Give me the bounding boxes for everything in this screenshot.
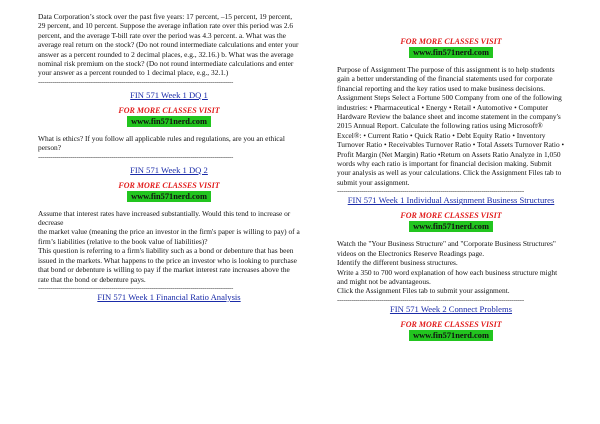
- stock-question-text: Data Corporation’s stock over the past five years: 17 percent, –15 percent, 19 percent, 29 percent, and 10 percent. Suppose the average inflation rate over this period was 2.6 percent, and the average T-bill rate over the period was 4.3 percent. a. What was the average real return on the stock? (Do not round intermediate calculations and enter your answer as a percent rounded to 2 decimal places, e.g., 32.16.) b. What was the average nominal risk premium on the stock? (Do not round intermediate calculations and enter your answer as a percent rounded to 1 decimal place, e.g., 32.1.): [38, 12, 299, 78]
- assignment-purpose-text: Purpose of Assignment The purpose of this assignment is to help students gain a better understanding of the financial statements used for corporate financial reporting and the key ratios used to make business decisions. Assignment Steps Select a Fortune 500 Company from one of the following industries: • Pharmaceutical • Energy • Retail • Automotive • Computer Hardware Review the balance sheet and income statement in the company's 2015 Annual Report. Calculate the following ratios using Microsoft® Excel®: • Current Ratio • Quick Ratio • Debt Equity Ratio • Inventory Turnover Ratio • Receivables Turnover Ratio • Total Assets Turnover Ratio • Profit Margin (Net Margin) Ratio •Return on Assets Ratio Analyze in 1,050 words why each ratio is important for financial decision making. Submit your analysis as well as your calculations. Click the Assignment Files tab to submit your assignment.: [337, 65, 565, 187]
- right-column: [337, 36, 565, 341]
- business-structures-text: Identify the different business structures.: [337, 258, 458, 268]
- promo-text: FOR MORE CLASSES VISIT: [118, 105, 220, 115]
- connect-problems-title-link[interactable]: FIN 571 Week 2 Connect Problems: [389, 303, 513, 314]
- promo-text: FOR MORE CLASSES VISIT: [400, 211, 502, 221]
- separator-line: ------------------------------------------------------------------------------------------------: [38, 77, 233, 86]
- business-structures-text: Click the Assignment Files tab to submit your assignment.: [337, 286, 510, 296]
- left-column: [38, 12, 300, 303]
- promo-text: FOR MORE CLASSES VISIT: [118, 180, 220, 190]
- website-link[interactable]: www.fin571nerd.com: [127, 191, 211, 202]
- business-structures-text: Write a 350 to 700 word explanation of how each business structure might and might not be advantageous.: [337, 267, 558, 286]
- business-structures-text: Watch the "Your Business Structure" and "Corporate Business Structures" videos on the Electronics Reserve Readings page.: [337, 239, 556, 258]
- dq2-title-link[interactable]: FIN 571 Week 1 DQ 2: [130, 164, 208, 175]
- promo-text: FOR MORE CLASSES VISIT: [400, 319, 502, 329]
- interest-rate-question-text: Assume that interest rates have increased substantially. Would this tend to increase or decrease: [38, 208, 291, 228]
- website-link[interactable]: www.fin571nerd.com: [409, 47, 493, 58]
- promo-text: FOR MORE CLASSES VISIT: [400, 37, 502, 46]
- separator-line: ------------------------------------------------------------------------------------------------: [38, 152, 233, 161]
- financial-ratio-title-link[interactable]: FIN 571 Week 1 Financial Ratio Analysis: [97, 291, 241, 302]
- interest-rate-question-text: the market value (meaning the price an investor in the firm's paper is willing to pay) of a firm’s liabilities (relative to the book value of liabilities)?: [38, 227, 300, 246]
- interest-rate-question-text: This question is referring to a firm's liability such as a bond or debenture that has been issued in the markets. What happens to the price an investor who is looking to purchase that bond or debenture is willing to pay if the market interest rate increases above the rate that the bond or debenture pays.: [38, 246, 297, 284]
- ethics-question-text: What is ethics? If you follow all applicable rules and regulations, are you an ethical person?: [38, 133, 285, 153]
- website-link[interactable]: www.fin571nerd.com: [409, 330, 493, 341]
- separator-line: --------------------------------------------------------------------------------------------: [337, 295, 524, 304]
- business-structures-title-link[interactable]: FIN 571 Week 1 Individual Assignment Business Structures: [347, 195, 555, 206]
- website-link[interactable]: www.fin571nerd.com: [127, 116, 211, 127]
- website-link[interactable]: www.fin571nerd.com: [409, 221, 493, 232]
- separator-line: ------------------------------------------------------------------------------------------------: [38, 283, 233, 292]
- dq1-title-link[interactable]: FIN 571 Week 1 DQ 1: [130, 89, 208, 100]
- separator-line: --------------------------------------------------------------------------------------------: [337, 187, 524, 196]
